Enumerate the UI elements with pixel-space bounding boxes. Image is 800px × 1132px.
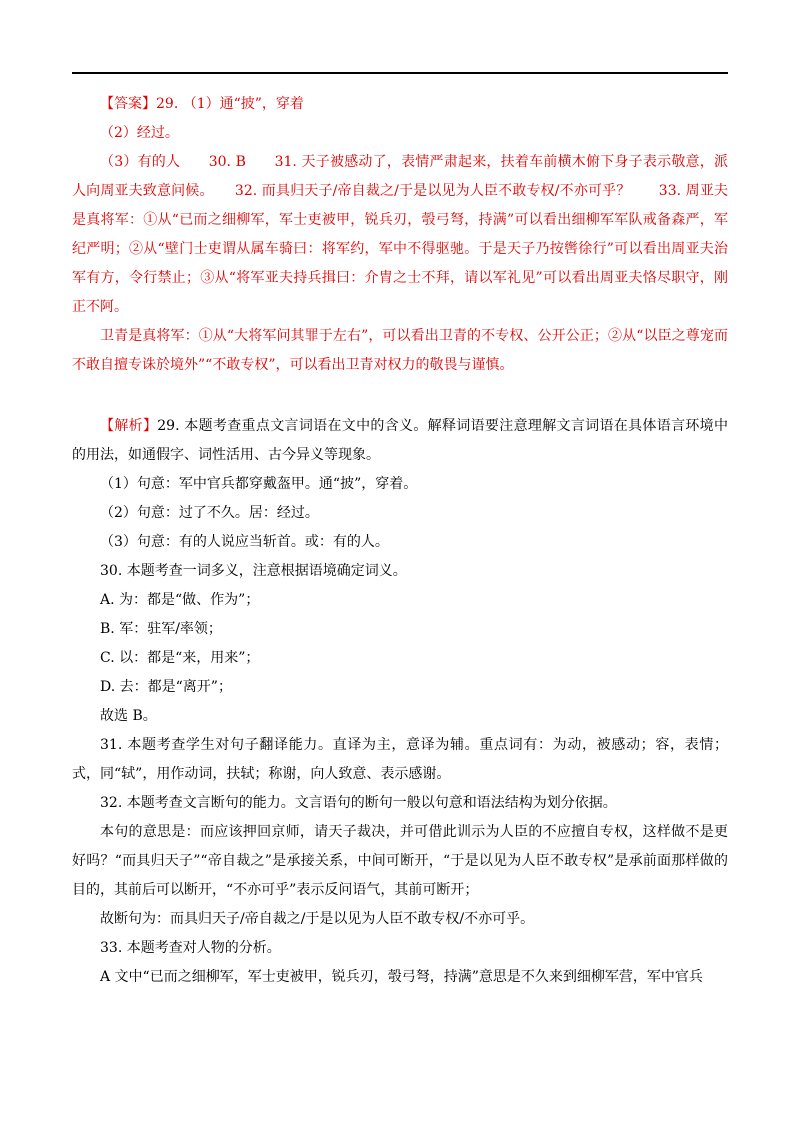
analysis-q32-result: 故断句为：而具归天子/帝自裁之/于是以见为人臣不敢专权/不亦可乎。 xyxy=(100,911,535,927)
answer-q29-1 xyxy=(72,90,728,119)
document-body xyxy=(72,90,728,992)
analysis-q29-2: （2）句意：过了不久。居：经过。 xyxy=(100,505,319,521)
analysis-q33-a: A 文中“已而之细柳军，军士吏被甲，锐兵刃，彀弓弩，持满”意思是不久来到细柳军营，军中官兵 xyxy=(100,969,703,985)
analysis-q31: 31. 本题考查学生对句子翻译能力。直译为主，意译为辅。重点词有：为动，被感动；容，表情；式，同“轼”，用作动词，扶轼；称谢，向人致意、表示感谢。 xyxy=(72,737,728,782)
answer-q29-1-text: 29. （1）通“披”，穿着 xyxy=(156,96,304,112)
analysis-q32-intro: 32. 本题考查文言断句的能力。文言语句的断句一般以句意和语法结构为划分依据。 xyxy=(100,795,617,811)
answer-q33-weiqing: 卫青是真将军：①从“大将军问其罪于左右”，可以看出卫青的不专权、公开公正；②从“以臣之尊宠而不敢自擅专诛於境外”“不敢专权”，可以看出卫青对权力的敬畏与谨慎。 xyxy=(72,328,728,373)
analysis-q30-choice: 故选 B。 xyxy=(100,708,157,724)
analysis-q30-a: A. 为：都是“做、作为”； xyxy=(100,592,260,608)
analysis-q30-b: B. 军：驻军/率领； xyxy=(100,621,222,637)
analysis-q30-intro: 30. 本题考查一词多义，注意根据语境确定词义。 xyxy=(100,563,407,579)
answer-q29-3-to-33: （3）有的人 30. B 31. 天子被感动了，表情严肃起来，扶着车前横木俯下身子表示敬意，派人向周亚夫致意问候。 32. 而具归天子/帝自裁之/于是以见为人臣不敢专权/不亦可乎？ 33. 周亚夫是真将军：①从“已而之细柳军，军士吏被甲，锐兵刃，彀弓弩，持满”可以看出细柳军军队戒备森严，军纪严明；②从“壁门士吏谓从属车骑曰：将军约，军中不得驱驰。于是天子乃按辔徐行”可以看出周亚夫治军有方，令行禁止；③从“将军亚夫持兵揖曰：介胄之士不拜，请以军礼见”可以看出周亚夫恪尽职守，刚正不阿。 xyxy=(72,154,728,315)
header-rule xyxy=(72,72,728,74)
analysis-label: 【解析】 xyxy=(100,418,158,434)
analysis-q32-meaning: 本句的意思是：而应该押回京师，请天子裁决，并可借此训示为人臣的不应擅自专权，这样做不是更好吗？“而具归天子”“帝自裁之”是承接关系，中间可断开，“于是以见为人臣不敢专权”是承前面那样做的目的，其前后可以断开，“不亦可乎”表示反问语气，其前可断开； xyxy=(72,824,728,898)
analysis-q30-c: C. 以：都是“来，用来”； xyxy=(100,650,260,666)
answer-q29-2: （2）经过。 xyxy=(100,125,179,141)
analysis-q29-intro xyxy=(72,412,728,470)
analysis-q33-intro: 33. 本题考查对人物的分析。 xyxy=(100,940,281,956)
answer-label: 【答案】 xyxy=(100,96,156,112)
analysis-q29-1: （1）句意：军中官兵都穿戴盔甲。通“披”，穿着。 xyxy=(100,476,418,492)
section-gap xyxy=(72,380,728,412)
analysis-q29-3: （3）句意：有的人说应当斩首。或：有的人。 xyxy=(100,534,389,550)
analysis-q29-intro-text: 29. 本题考查重点文言词语在文中的含义。解释词语要注意理解文言词语在具体语言环境中的用法，如通假字、词性活用、古今异义等现象。 xyxy=(72,418,728,463)
analysis-q30-d: D. 去：都是“离开”； xyxy=(100,679,232,695)
